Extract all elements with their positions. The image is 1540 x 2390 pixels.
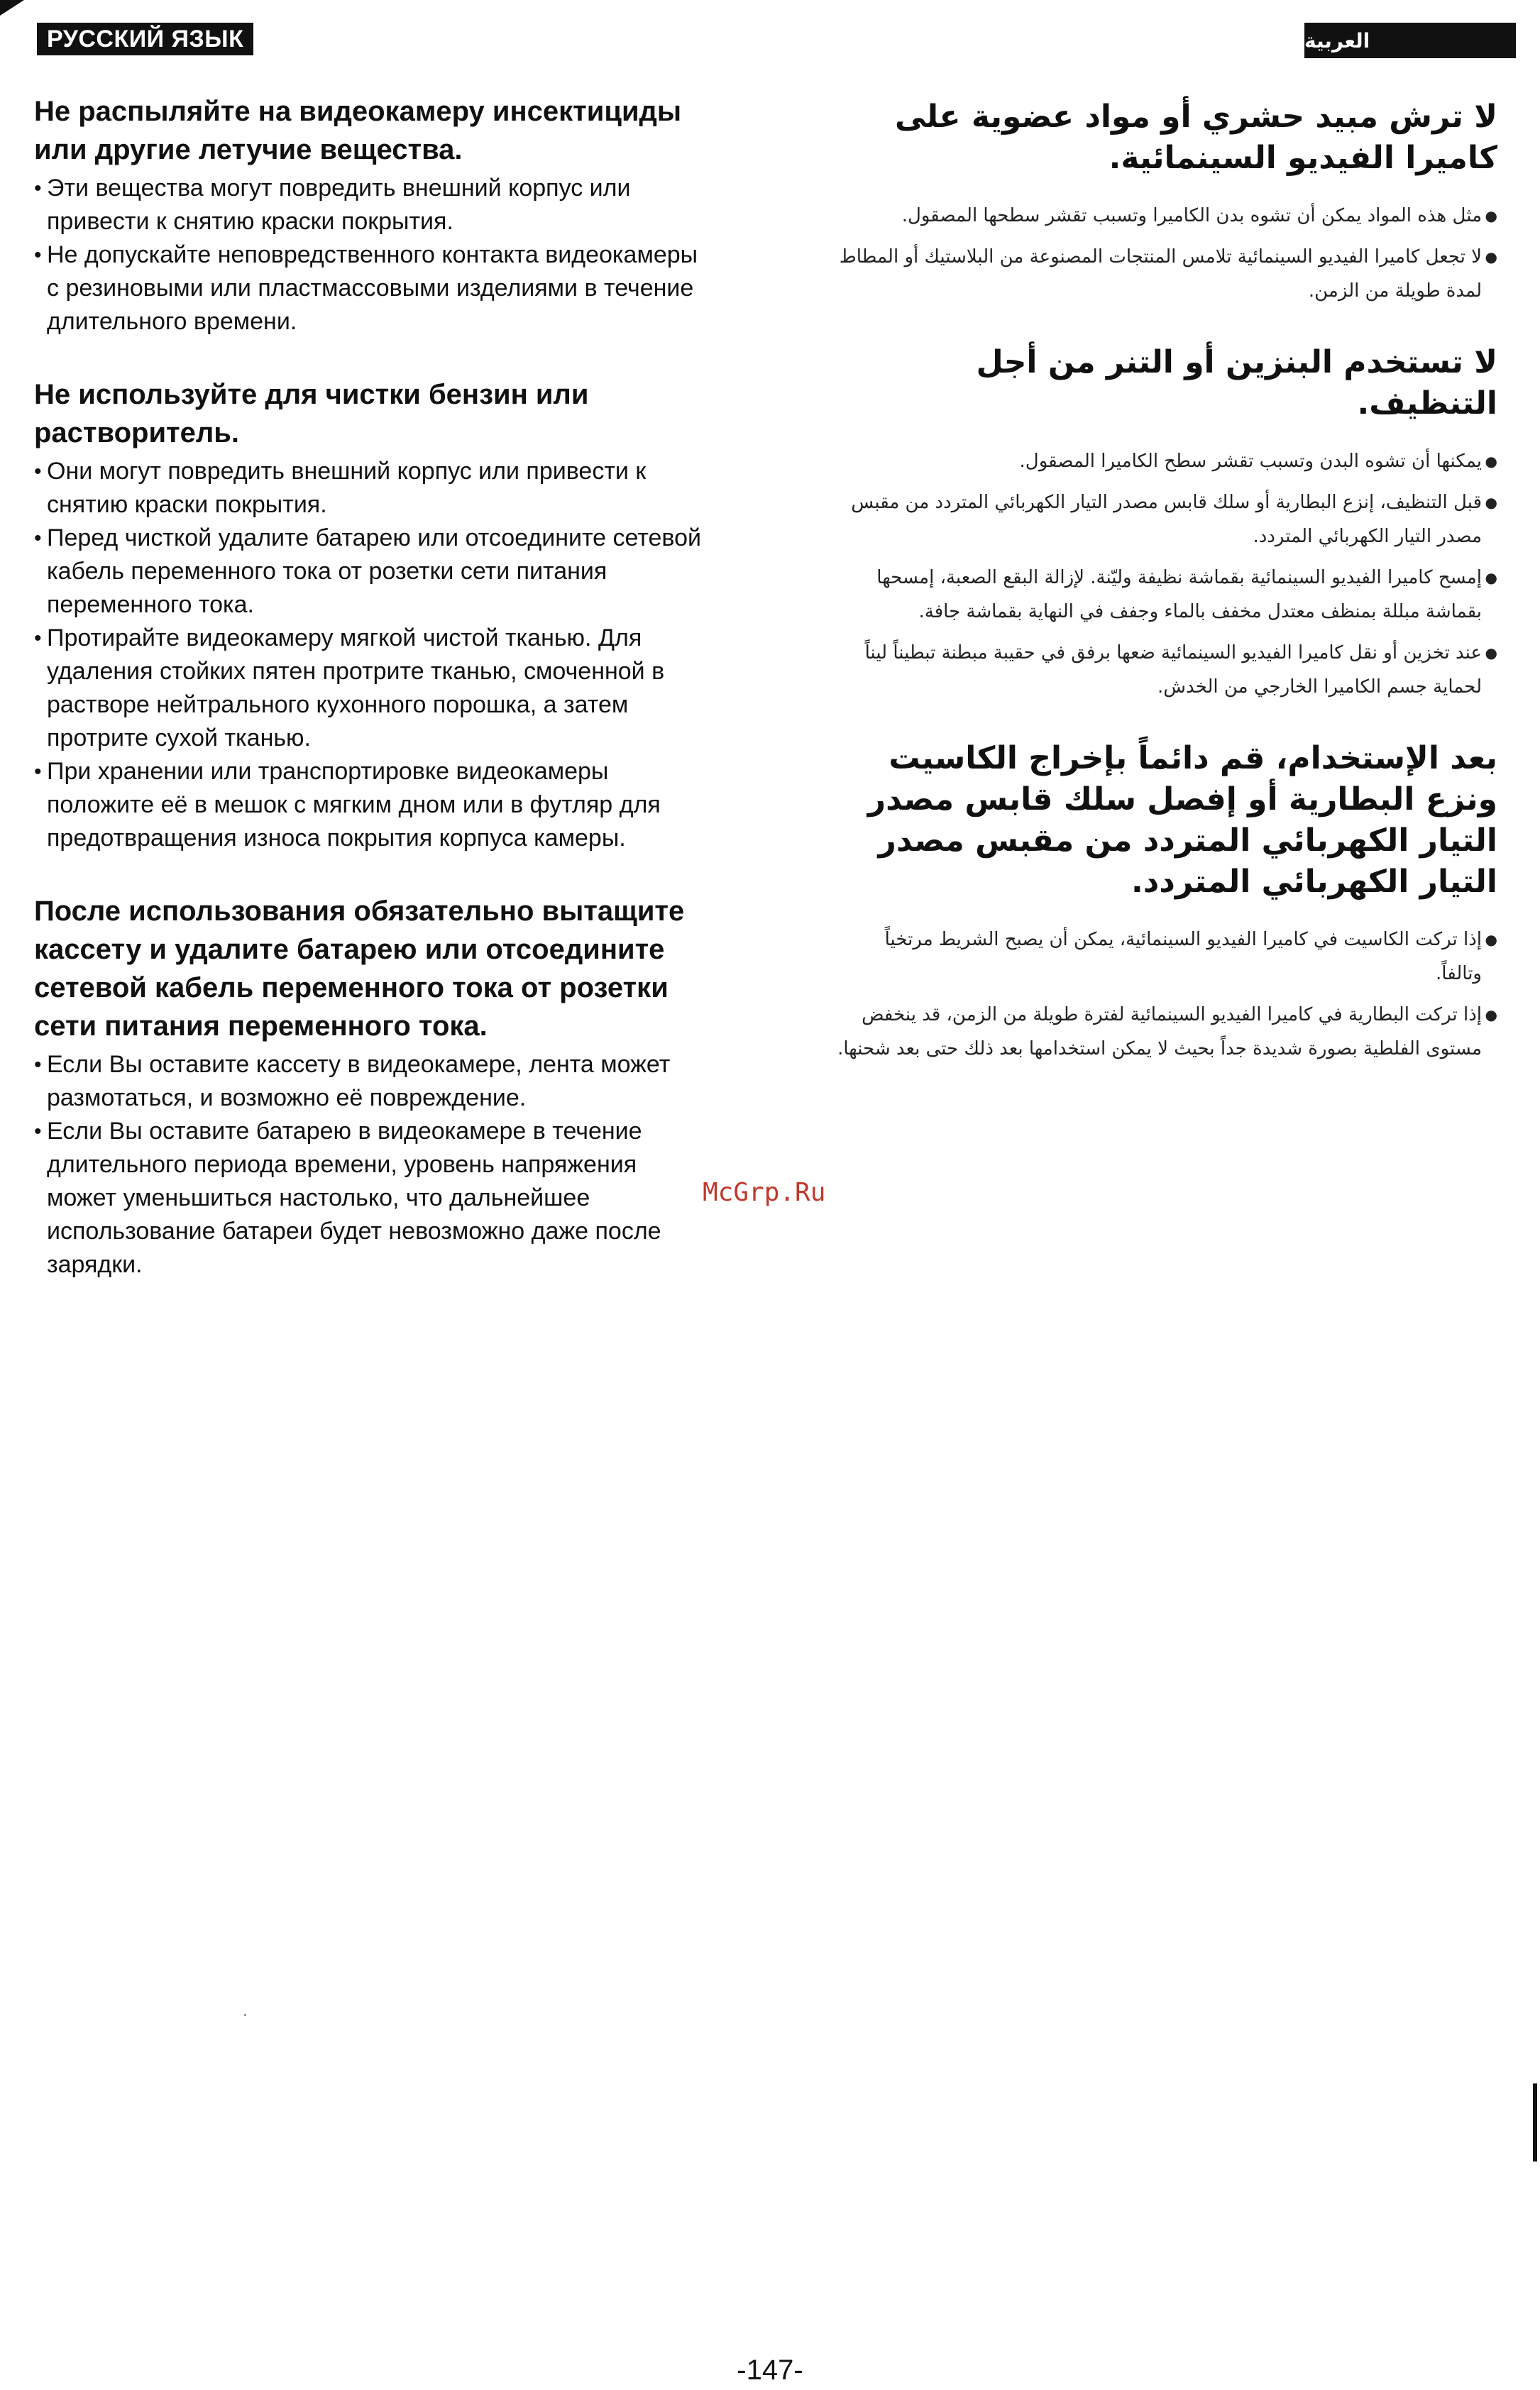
ar-bullet-item: ● إذا تركت البطارية في كاميرا الفيديو السينمائية لفترة طويلة من الزمن، قد ينخفض مستوى الفلطية بصورة شديدة جداً بحيث لا يمكن استخدامها بعد ذلك حتى بعد شحنها. — [837, 998, 1497, 1066]
ar-section-after-use — [837, 738, 1497, 1066]
ru-section-after-use — [34, 892, 708, 1282]
ar-bullet-list — [837, 199, 1497, 308]
ar-heading: لا ترش مبيد حشري أو مواد عضوية على كاميرا الفيديو السينمائية. — [894, 99, 1497, 176]
ru-heading: Не распыляйте на видеокамеру инсектициды или другие летучие вещества. — [34, 96, 682, 165]
arabic-column — [837, 97, 1497, 1100]
ar-bullet-item: ● لا تجعل كاميرا الفيديو السينمائية تلامس المنتجات المصنوعة من البلاستيك أو المطاط لمدة طويلة من الزمن. — [837, 240, 1497, 308]
ru-bullet-item: • Если Вы оставите батарею в видеокамере в течение длительного периода времени, уровень напряжения может уменьшиться настолько, что дальнейшее использование батареи будет невозможно даже после зарядки. — [34, 1115, 708, 1282]
russian-language-badge: РУССКИЙ ЯЗЫК — [37, 23, 253, 55]
ru-bullet-item: • Не допускайте неповредственного контакта видеокамеры с резиновыми или пластмассовыми изделиями в течение длительного времени. — [34, 238, 708, 338]
ar-bullet-item: ● يمكنها أن تشوه البدن وتسبب تقشر سطح الكاميرا المصقول. — [837, 444, 1497, 478]
ru-section-insecticide — [34, 92, 708, 338]
ar-bullet-item: ● إذا تركت الكاسيت في كاميرا الفيديو السينمائية، يمكن أن يصبح الشريط مرتخياً وتالفاً. — [837, 923, 1497, 991]
page-edge-mark — [1533, 2083, 1537, 2162]
ar-bullet-item: ● مثل هذه المواد يمكن أن تشوه بدن الكاميرا وتسبب تقشر سطحها المصقول. — [837, 199, 1497, 233]
ar-bullet-list — [837, 444, 1497, 704]
ru-heading: Не используйте для чистки бензин или растворитель. — [34, 379, 589, 448]
russian-column — [34, 92, 708, 1318]
scan-speck — [244, 2014, 246, 2016]
ar-bullet-item: ● إمسح كاميرا الفيديو السينمائية بقماشة نظيفة وليّنة. لإزالة البقع الصعبة، إمسحها بقماشة مبللة بمنظف معتدل مخفف بالماء وجفف في النهاية بقماشة جافة. — [837, 561, 1497, 629]
ar-heading: بعد الإستخدام، قم دائماً بإخراج الكاسيت ونزع البطارية أو إفصل سلك قابس مصدر التيار الكهربائي المتردد من مقبس مصدر التيار الكهربائي المتردد. — [867, 740, 1497, 900]
ru-bullet-item: • Протирайте видеокамеру мягкой чистой тканью. Для удаления стойких пятен протрите тканью, смоченной в растворе нейтрального кухонного порошка, а затем протрите сухой тканью. — [34, 622, 708, 755]
ru-section-cleaning — [34, 375, 708, 855]
page-number: -147- — [737, 2355, 803, 2386]
ru-bullet-list — [34, 1048, 708, 1282]
ar-heading: لا تستخدم البنزين أو التنر من أجل التنظيف. — [976, 344, 1497, 422]
corner-crop-mark — [0, 0, 24, 16]
ar-bullet-item: ● قبل التنظيف، إنزع البطارية أو سلك قابس مصدر التيار الكهربائي المتردد من مقبس مصدر التيار الكهربائي المتردد. — [837, 485, 1497, 554]
ar-bullet-item: ● عند تخزين أو نقل كاميرا الفيديو السينمائية ضعها برفق في حقيبة مبطنة تبطيناً ليناً لحماية جسم الكاميرا الخارجي من الخدش. — [837, 636, 1497, 704]
watermark: McGrp.Ru — [703, 1178, 826, 1207]
ar-section-cleaning — [837, 342, 1497, 704]
arabic-language-badge: العربية — [1304, 23, 1516, 58]
ar-bullet-list — [837, 923, 1497, 1066]
ar-section-insecticide — [837, 97, 1497, 308]
ru-bullet-item: • Перед чисткой удалите батарею или отсоедините сетевой кабель переменного тока от розетки сети питания переменного тока. — [34, 522, 708, 622]
ru-bullet-list — [34, 172, 708, 338]
ru-heading: После использования обязательно вытащите кассету и удалите батарею или отсоедините сетевой кабель переменного тока от розетки сети питания переменного тока. — [34, 896, 685, 1042]
ru-bullet-item: • Если Вы оставите кассету в видеокамере, лента может размотаться, и возможно её повреждение. — [34, 1048, 708, 1115]
ru-bullet-item: • Эти вещества могут повредить внешний корпус или привести к снятию краски покрытия. — [34, 172, 708, 238]
ru-bullet-item: • При хранении или транспортировке видеокамеры положите её в мешок с мягким дном или в футляр для предотвращения износа покрытия корпуса камеры. — [34, 755, 708, 855]
ru-bullet-item: • Они могут повредить внешний корпус или привести к снятию краски покрытия. — [34, 455, 708, 522]
ru-bullet-list — [34, 455, 708, 855]
